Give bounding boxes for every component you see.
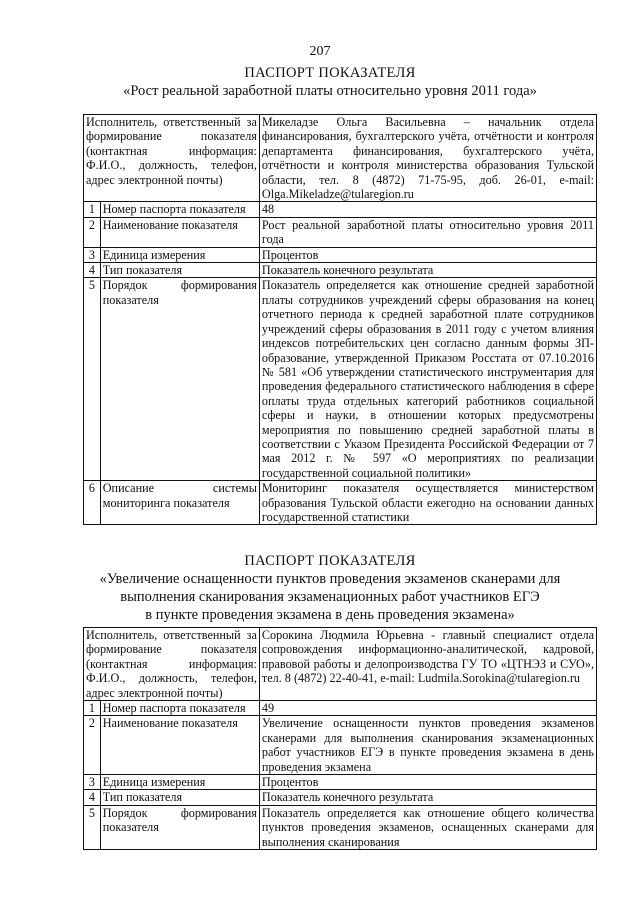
passport-2-subtitle-line-3: в пункте проведения экзамена в день проведения экзамена» [145, 607, 515, 623]
row-number: 6 [84, 481, 101, 525]
row-number: 2 [84, 217, 101, 247]
row-number: 5 [84, 805, 101, 849]
row-label: Описание системы мониторинга показателя [100, 481, 259, 525]
row-value: Показатель конечного результата [259, 263, 596, 278]
table-row-executor [84, 115, 597, 202]
row-value: Показатель определяется как отношение общего количества пунктов проведения экзаменов, оснащенных сканерами для выполнения сканирования [259, 805, 596, 849]
row-value: Мониторинг показателя осуществляется министерством образования Тульской области ежегодно на основании данных государственной статистики [259, 481, 596, 525]
passport-2-table [83, 627, 597, 850]
executor-label: Исполнитель, ответственный за формирование показателя (контактная информация: Ф.И.О., должность, телефон, адрес электронной почты) [84, 628, 260, 701]
passport-2-subtitle-line-2: выполнения сканирования экзаменационных работ участников ЕГЭ [120, 589, 540, 605]
row-label: Тип показателя [100, 790, 259, 805]
row-value: Процентов [259, 247, 596, 262]
table-row [84, 263, 597, 278]
row-label: Номер паспорта показателя [100, 202, 259, 217]
passport-2-heading [60, 552, 600, 624]
row-label: Порядок формирования показателя [100, 278, 259, 481]
row-value: Показатель конечного результата [259, 790, 596, 805]
executor-label: Исполнитель, ответственный за формирование показателя (контактная информация: Ф.И.О., должность, телефон, адрес электронной почты) [84, 115, 260, 202]
row-label: Тип показателя [100, 263, 259, 278]
table-row [84, 481, 597, 525]
passport-2-title: ПАСПОРТ ПОКАЗАТЕЛЯ [244, 553, 416, 569]
passport-1-table [83, 114, 597, 525]
row-value: 49 [259, 701, 596, 716]
executor-value: Сорокина Людмила Юрьевна - главный специалист отдела сопровождения информационно-аналитической, кадровой, правовой работы и делопроизводства ГУ ТО «ЦТНЭЗ и СУО», тел. 8 (4872) 22-40-41, e-mail: Ludmila.Sorokina@tularegion.ru [259, 628, 596, 701]
table-row [84, 217, 597, 247]
row-value: Показатель определяется как отношение средней заработной платы сотрудников учреждений сферы образования на конец отчетного периода к средней заработной плате сотрудников учреждений сферы образования в 2011 году с учетом влияния индексов потребительских цен согласно данным формы ЗП-образование, утвержденной Приказом Росстата от 07.10.2016 № 581 «Об утверждении статистического инструментария для проведения федерального статистического наблюдения в сфере оплаты труда отдельных категорий работников социальной сферы и науки, в отношении которых предусмотрены мероприятия по повышению средней заработной платы в соответствии с Указом Президента Российской Федерации от 7 мая 2012 г. № 597 «О мероприятиях по реализации государственной социальной политики» [259, 278, 596, 481]
table-row [84, 701, 597, 716]
row-label: Наименование показателя [100, 217, 259, 247]
row-label: Порядок формирования показателя [100, 805, 259, 849]
passport-2-subtitle-line-1: «Увеличение оснащенности пунктов проведения экзаменов сканерами для [99, 571, 561, 587]
table-row [84, 716, 597, 775]
row-label: Единица измерения [100, 247, 259, 262]
page-number: 207 [309, 44, 331, 59]
table-row-executor [84, 628, 597, 701]
row-number: 2 [84, 716, 101, 775]
table-row [84, 775, 597, 790]
row-value: 48 [259, 202, 596, 217]
row-number: 1 [84, 701, 101, 716]
row-value: Рост реальной заработной платы относительно уровня 2011 года [259, 217, 596, 247]
row-value: Увеличение оснащенности пунктов проведения экзаменов сканерами для выполнения сканирования экзаменационных работ участников ЕГЭ в пункте проведения экзамена в день проведения экзамена [259, 716, 596, 775]
table-row [84, 247, 597, 262]
row-label: Наименование показателя [100, 716, 259, 775]
row-number: 4 [84, 790, 101, 805]
row-value: Процентов [259, 775, 596, 790]
passport-1-title: ПАСПОРТ ПОКАЗАТЕЛЯ [244, 65, 416, 81]
row-label: Номер паспорта показателя [100, 701, 259, 716]
table-row [84, 790, 597, 805]
passport-1-heading [60, 64, 600, 100]
passport-1-subtitle: «Рост реальной заработной платы относительно уровня 2011 года» [123, 83, 537, 99]
row-number: 3 [84, 247, 101, 262]
table-row [84, 805, 597, 849]
row-number: 1 [84, 202, 101, 217]
row-number: 3 [84, 775, 101, 790]
row-number: 4 [84, 263, 101, 278]
table-row [84, 278, 597, 481]
executor-value: Микеладзе Ольга Васильевна – начальник отдела финансирования, бухгалтерского учёта, отчётности и контроля департамента финансирования, бухгалтерского учёта, отчётности и контроля министерства образования Тульской области, тел. 8 (4872) 71-75-95, доб. 26-01, e-mail: Olga.Mikeladze@tularegion.ru [259, 115, 596, 202]
row-number: 5 [84, 278, 101, 481]
table-row [84, 202, 597, 217]
row-label: Единица измерения [100, 775, 259, 790]
